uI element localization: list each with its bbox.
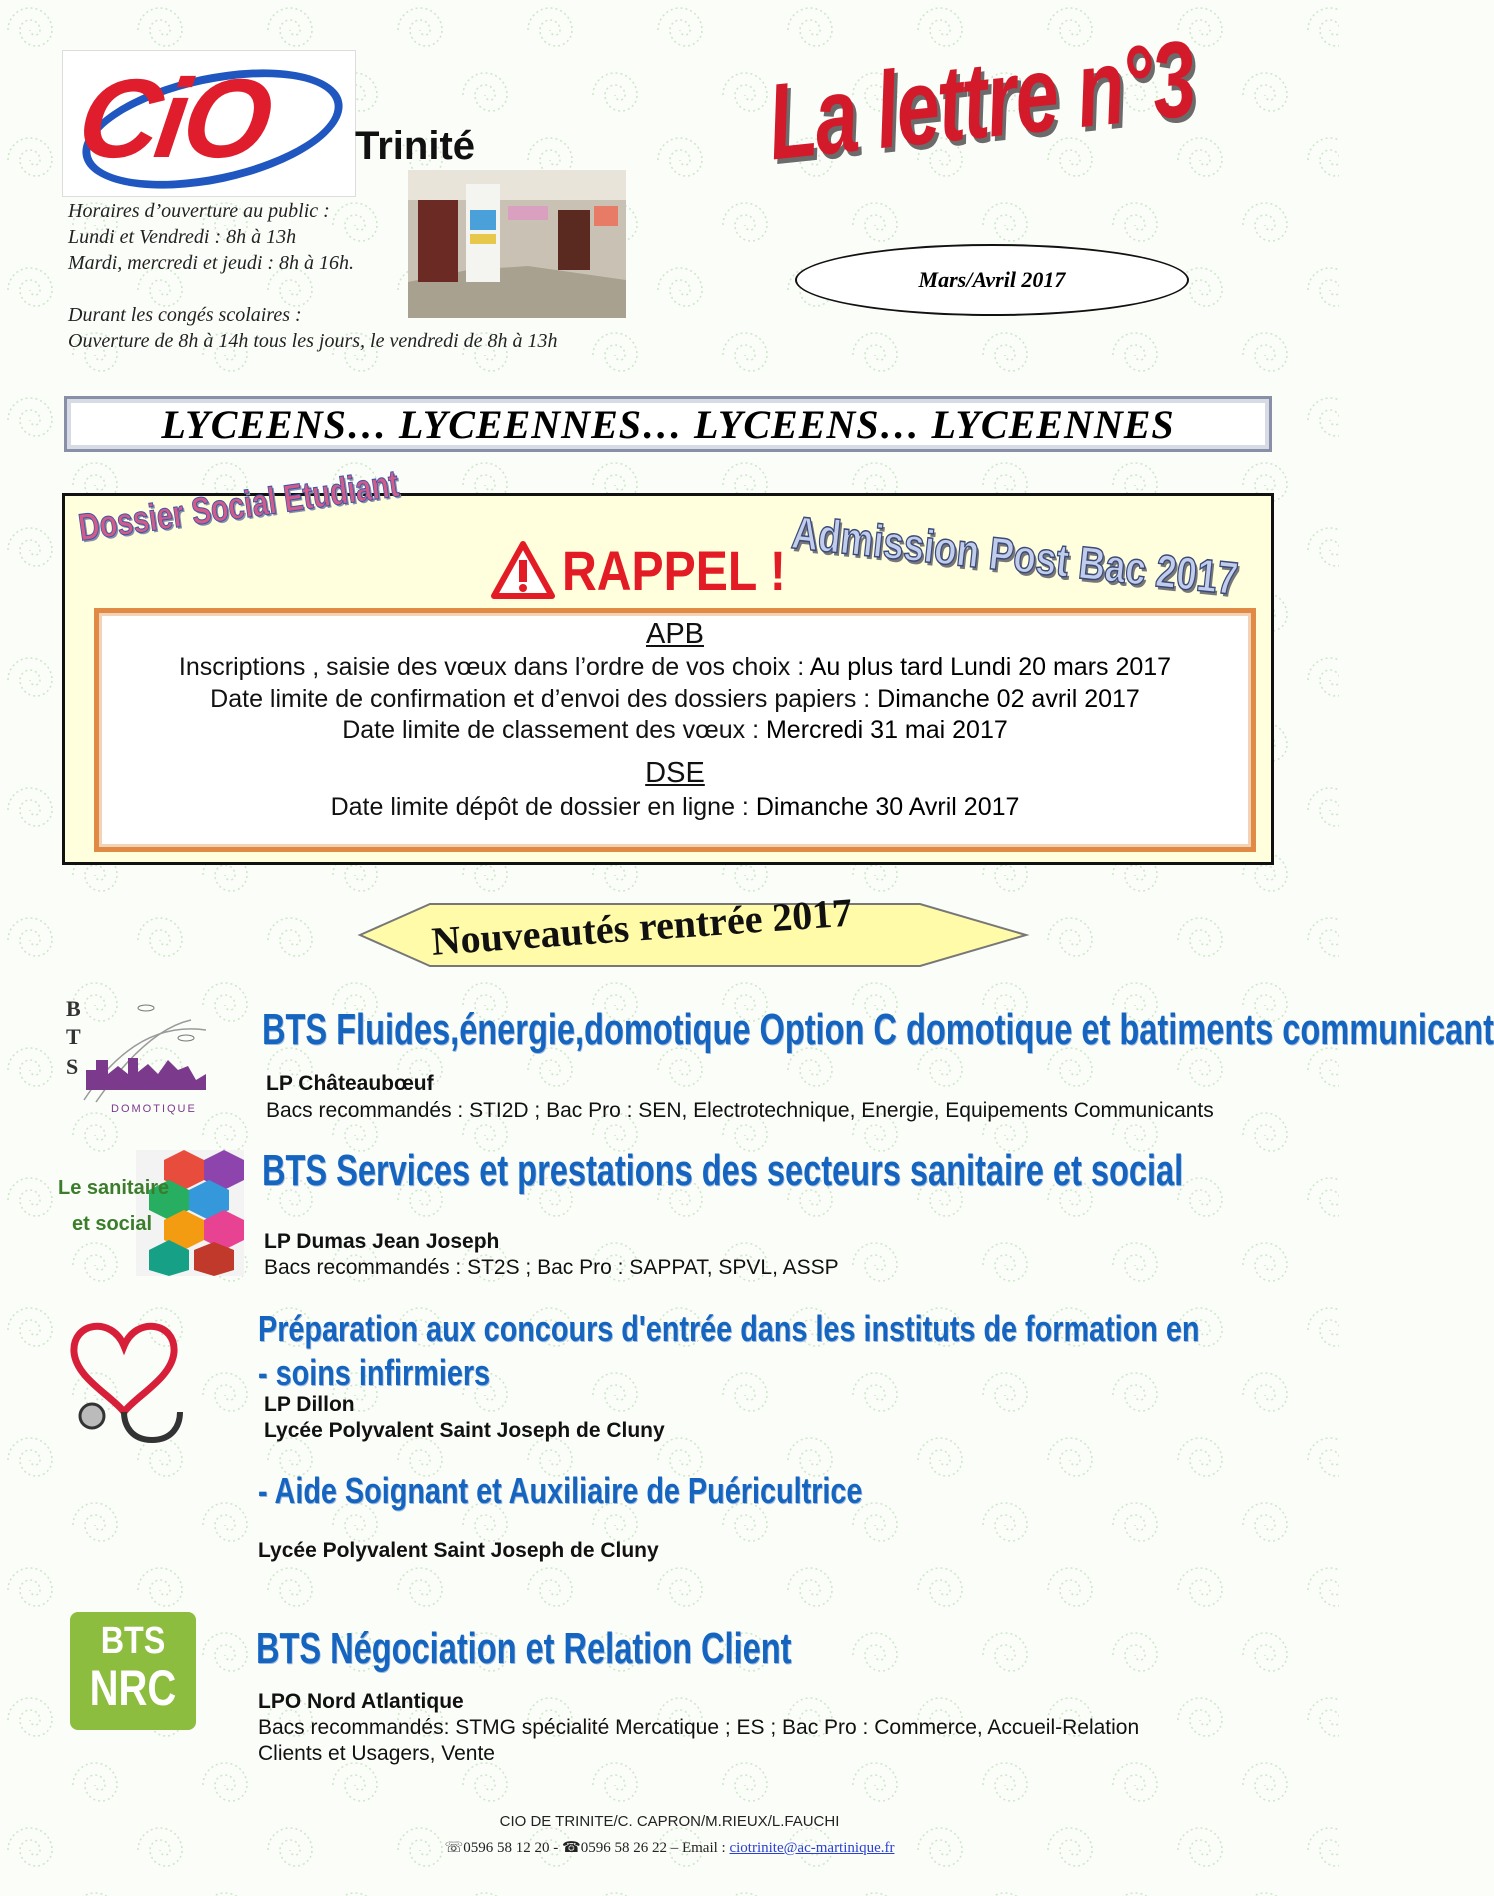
dse-heading: DSE — [645, 757, 705, 789]
program-title: - Aide Soignant et Auxiliaire de Puéricultrice — [258, 1470, 863, 1511]
footer-fax: 0596 58 26 22 – Email : — [580, 1840, 730, 1856]
deadline-value: Dimanche 02 avril 2017 — [877, 685, 1140, 713]
hours-line: Horaires d’ouverture au public : — [68, 200, 330, 222]
cio-office-photo — [408, 170, 626, 318]
sanitaire-caption: Le sanitaire — [58, 1177, 170, 1199]
program-school: LP Dumas Jean Joseph — [264, 1230, 500, 1253]
sanitaire-caption: et social — [72, 1213, 153, 1235]
cio-logo-subtitle: Trinité — [355, 124, 476, 168]
program-bacs: Bacs recommandés : STI2D ; Bac Pro : SEN, Electrotechnique, Energie, Equipements Communicants — [266, 1099, 1214, 1122]
warning-icon — [490, 540, 556, 602]
program-school: Lycée Polyvalent Saint Joseph de Cluny — [264, 1419, 665, 1442]
badge-line: BTS — [100, 1620, 166, 1662]
fax-icon: ☎ — [562, 1840, 581, 1856]
dse-wordart: Dossier Social Etudiant — [76, 463, 402, 550]
rappel-title: RAPPEL ! — [562, 539, 786, 602]
program-school: LPO Nord Atlantique — [258, 1690, 464, 1713]
program-title: BTS Fluides,énergie,domotique Option C domotique et batiments communicant — [262, 1005, 1494, 1054]
program-school: Lycée Polyvalent Saint Joseph de Cluny — [258, 1539, 659, 1562]
deadline-line — [94, 685, 1256, 714]
hours-line: Ouverture de 8h à 14h tous les jours, le vendredi de 8h à 13h — [68, 330, 558, 352]
program-title: Préparation aux concours d'entrée dans les instituts de formation en — [258, 1308, 1200, 1349]
sanitaire-social-image — [54, 1150, 244, 1276]
deadline-value: Mercredi 31 mai 2017 — [765, 716, 1008, 744]
badge-line: NRC — [89, 1660, 177, 1716]
program-school: LP Dillon — [264, 1393, 355, 1416]
domotique-image — [56, 990, 216, 1118]
apb-wordart: Admission Post Bac 2017 — [789, 505, 1241, 605]
cio-logo-text: CiO — [71, 56, 276, 181]
footer-credits: CIO DE TRINITE/C. CAPRON/M.RIEUX/L.FAUCHI — [499, 1813, 840, 1830]
hours-line: Mardi, mercredi et jeudi : 8h à 16h. — [68, 252, 355, 274]
issue-date — [795, 244, 1189, 316]
program-title: BTS Services et prestations des secteurs sanitaire et social — [262, 1146, 1184, 1195]
program-bacs: Clients et Usagers, Vente — [258, 1742, 495, 1765]
banner-text: LYCEENS… LYCEENNES… LYCEENS… LYCEENNES — [161, 401, 1175, 447]
lyceens-banner — [64, 396, 1272, 452]
footer-contact — [0, 1838, 1339, 1857]
deadline-label: Date limite de classement des vœux : — [342, 716, 766, 744]
program-bacs: Bacs recommandés: STMG spécialité Mercatique ; ES ; Bac Pro : Commerce, Accueil-Relation — [258, 1716, 1140, 1739]
svg-text:T: T — [66, 1024, 81, 1049]
nouveautes-title: Nouveautés rentrée 2017 — [430, 889, 854, 964]
deadline-label: Date limite dépôt de dossier en ligne : — [330, 793, 756, 821]
stethoscope-icon — [62, 1316, 192, 1452]
footer-phone: 0596 58 12 20 - — [463, 1840, 563, 1856]
program-school: LP Châteaubœuf — [266, 1072, 434, 1095]
program-title: - soins infirmiers — [258, 1352, 491, 1393]
apb-heading: APB — [645, 618, 705, 650]
deadline-line — [94, 716, 1256, 745]
issue-date-text: Mars/Avril 2017 — [918, 267, 1066, 292]
svg-text:S: S — [66, 1054, 79, 1079]
hours-line: Lundi et Vendredi : 8h à 13h — [68, 226, 297, 248]
deadline-line — [94, 793, 1256, 822]
program-title: BTS Négociation et Relation Client — [256, 1624, 792, 1673]
deadline-label: Inscriptions , saisie des vœux dans l’ordre de vos choix : — [178, 653, 810, 681]
deadline-label: Date limite de confirmation et d’envoi des dossiers papiers : — [210, 685, 878, 713]
svg-text:B: B — [66, 996, 81, 1021]
bts-nrc-badge — [70, 1612, 196, 1730]
email-link[interactable]: ciotrinite@ac-martinique.fr — [729, 1840, 895, 1856]
newsletter-title: La lettre n°3 — [762, 17, 1200, 183]
phone-icon: ☏ — [444, 1840, 464, 1856]
deadline-value: Dimanche 30 Avril 2017 — [755, 793, 1020, 821]
deadline-value: Au plus tard Lundi 20 mars 2017 — [809, 653, 1172, 681]
program-bacs: Bacs recommandés : ST2S ; Bac Pro : SAPPAT, SPVL, ASSP — [264, 1256, 839, 1279]
deadline-line — [94, 653, 1256, 682]
hours-line: Durant les congés scolaires : — [68, 304, 302, 326]
domotique-caption: DOMOTIQUE — [111, 1103, 197, 1115]
